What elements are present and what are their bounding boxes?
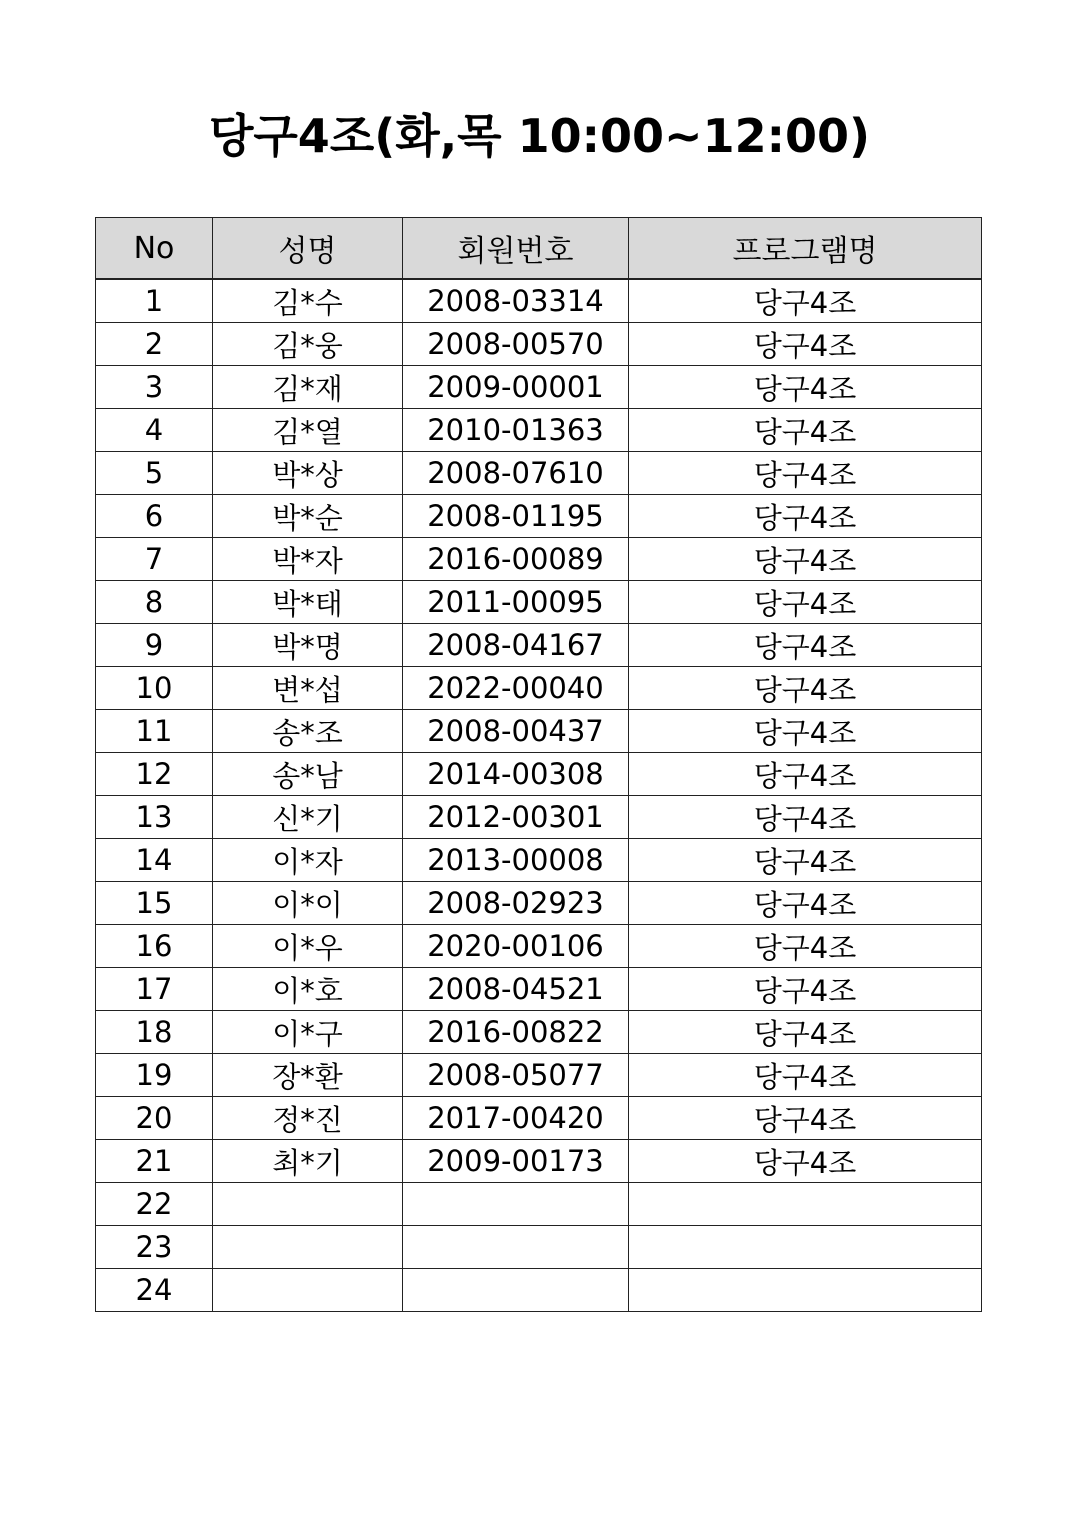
column-header-member-id: 회원번호 bbox=[403, 218, 629, 280]
cell-no: 4 bbox=[96, 409, 213, 452]
cell-no: 13 bbox=[96, 796, 213, 839]
cell-program: 당구4조 bbox=[629, 452, 982, 495]
cell-program: 당구4조 bbox=[629, 409, 982, 452]
cell-no: 6 bbox=[96, 495, 213, 538]
cell-name: 이*구 bbox=[213, 1011, 403, 1054]
column-header-name: 성명 bbox=[213, 218, 403, 280]
table-row bbox=[96, 1054, 982, 1097]
table-row bbox=[96, 624, 982, 667]
table-header bbox=[96, 218, 982, 280]
cell-program: 당구4조 bbox=[629, 366, 982, 409]
cell-name: 송*남 bbox=[213, 753, 403, 796]
cell-no: 20 bbox=[96, 1097, 213, 1140]
cell-member-id: 2016-00822 bbox=[403, 1011, 629, 1054]
table-row bbox=[96, 1140, 982, 1183]
cell-no: 17 bbox=[96, 968, 213, 1011]
cell-program: 당구4조 bbox=[629, 839, 982, 882]
cell-program: 당구4조 bbox=[629, 667, 982, 710]
cell-name: 김*웅 bbox=[213, 323, 403, 366]
table-row bbox=[96, 796, 982, 839]
cell-name bbox=[213, 1269, 403, 1312]
cell-name: 이*우 bbox=[213, 925, 403, 968]
cell-member-id: 2014-00308 bbox=[403, 753, 629, 796]
cell-name: 신*기 bbox=[213, 796, 403, 839]
table-row bbox=[96, 710, 982, 753]
cell-member-id: 2008-00437 bbox=[403, 710, 629, 753]
cell-name: 송*조 bbox=[213, 710, 403, 753]
table-row bbox=[96, 1097, 982, 1140]
cell-member-id: 2012-00301 bbox=[403, 796, 629, 839]
cell-program bbox=[629, 1269, 982, 1312]
cell-no: 5 bbox=[96, 452, 213, 495]
cell-program: 당구4조 bbox=[629, 538, 982, 581]
cell-name: 이*이 bbox=[213, 882, 403, 925]
table-row bbox=[96, 538, 982, 581]
cell-name: 이*자 bbox=[213, 839, 403, 882]
cell-member-id: 2010-01363 bbox=[403, 409, 629, 452]
cell-program: 당구4조 bbox=[629, 1054, 982, 1097]
cell-name: 김*수 bbox=[213, 279, 403, 323]
cell-program: 당구4조 bbox=[629, 624, 982, 667]
table-row bbox=[96, 1269, 982, 1312]
cell-no: 22 bbox=[96, 1183, 213, 1226]
cell-name: 김*재 bbox=[213, 366, 403, 409]
cell-name: 장*환 bbox=[213, 1054, 403, 1097]
cell-member-id: 2009-00001 bbox=[403, 366, 629, 409]
cell-program: 당구4조 bbox=[629, 925, 982, 968]
cell-no: 7 bbox=[96, 538, 213, 581]
table-row bbox=[96, 1011, 982, 1054]
table-row bbox=[96, 366, 982, 409]
table-row bbox=[96, 279, 982, 323]
cell-member-id: 2008-01195 bbox=[403, 495, 629, 538]
cell-program: 당구4조 bbox=[629, 710, 982, 753]
cell-no: 19 bbox=[96, 1054, 213, 1097]
cell-program: 당구4조 bbox=[629, 323, 982, 366]
cell-program: 당구4조 bbox=[629, 1097, 982, 1140]
column-header-program: 프로그램명 bbox=[629, 218, 982, 280]
table-row bbox=[96, 1226, 982, 1269]
cell-program: 당구4조 bbox=[629, 581, 982, 624]
cell-program: 당구4조 bbox=[629, 279, 982, 323]
cell-name: 박*순 bbox=[213, 495, 403, 538]
table-row bbox=[96, 1183, 982, 1226]
cell-no: 23 bbox=[96, 1226, 213, 1269]
table-row bbox=[96, 323, 982, 366]
cell-no: 14 bbox=[96, 839, 213, 882]
cell-no: 12 bbox=[96, 753, 213, 796]
cell-no: 10 bbox=[96, 667, 213, 710]
cell-member-id: 2008-07610 bbox=[403, 452, 629, 495]
page-title: 당구4조(화,목 10:00~12:00) bbox=[208, 109, 871, 163]
cell-program bbox=[629, 1226, 982, 1269]
cell-no: 11 bbox=[96, 710, 213, 753]
cell-member-id: 2022-00040 bbox=[403, 667, 629, 710]
cell-program: 당구4조 bbox=[629, 796, 982, 839]
table-row bbox=[96, 753, 982, 796]
cell-no: 3 bbox=[96, 366, 213, 409]
member-roster-table bbox=[95, 217, 982, 1312]
cell-name: 박*태 bbox=[213, 581, 403, 624]
table-row bbox=[96, 882, 982, 925]
table-row bbox=[96, 452, 982, 495]
cell-name bbox=[213, 1226, 403, 1269]
cell-member-id: 2020-00106 bbox=[403, 925, 629, 968]
cell-no: 8 bbox=[96, 581, 213, 624]
table-row bbox=[96, 581, 982, 624]
cell-name: 박*자 bbox=[213, 538, 403, 581]
cell-no: 1 bbox=[96, 279, 213, 323]
cell-member-id: 2011-00095 bbox=[403, 581, 629, 624]
cell-member-id: 2017-00420 bbox=[403, 1097, 629, 1140]
cell-name: 최*기 bbox=[213, 1140, 403, 1183]
column-header-no: No bbox=[96, 218, 213, 280]
cell-no: 15 bbox=[96, 882, 213, 925]
cell-member-id: 2008-04167 bbox=[403, 624, 629, 667]
cell-no: 16 bbox=[96, 925, 213, 968]
cell-member-id: 2008-04521 bbox=[403, 968, 629, 1011]
cell-member-id bbox=[403, 1226, 629, 1269]
cell-member-id: 2016-00089 bbox=[403, 538, 629, 581]
table-row bbox=[96, 495, 982, 538]
cell-program: 당구4조 bbox=[629, 882, 982, 925]
cell-member-id: 2013-00008 bbox=[403, 839, 629, 882]
cell-member-id bbox=[403, 1183, 629, 1226]
cell-program: 당구4조 bbox=[629, 1140, 982, 1183]
header-row bbox=[96, 218, 982, 280]
cell-program: 당구4조 bbox=[629, 495, 982, 538]
cell-member-id: 2009-00173 bbox=[403, 1140, 629, 1183]
cell-member-id bbox=[403, 1269, 629, 1312]
cell-member-id: 2008-00570 bbox=[403, 323, 629, 366]
table-row bbox=[96, 968, 982, 1011]
table-row bbox=[96, 409, 982, 452]
table-row bbox=[96, 667, 982, 710]
cell-program: 당구4조 bbox=[629, 1011, 982, 1054]
table-row bbox=[96, 839, 982, 882]
cell-program: 당구4조 bbox=[629, 968, 982, 1011]
cell-name: 박*상 bbox=[213, 452, 403, 495]
cell-name: 변*섭 bbox=[213, 667, 403, 710]
table-row bbox=[96, 925, 982, 968]
cell-member-id: 2008-02923 bbox=[403, 882, 629, 925]
cell-name: 정*진 bbox=[213, 1097, 403, 1140]
cell-program bbox=[629, 1183, 982, 1226]
cell-no: 18 bbox=[96, 1011, 213, 1054]
cell-no: 2 bbox=[96, 323, 213, 366]
cell-member-id: 2008-05077 bbox=[403, 1054, 629, 1097]
cell-name bbox=[213, 1183, 403, 1226]
cell-member-id: 2008-03314 bbox=[403, 279, 629, 323]
cell-no: 24 bbox=[96, 1269, 213, 1312]
cell-no: 9 bbox=[96, 624, 213, 667]
cell-name: 김*열 bbox=[213, 409, 403, 452]
cell-name: 박*명 bbox=[213, 624, 403, 667]
cell-name: 이*호 bbox=[213, 968, 403, 1011]
cell-program: 당구4조 bbox=[629, 753, 982, 796]
table-body bbox=[96, 279, 982, 1312]
cell-no: 21 bbox=[96, 1140, 213, 1183]
